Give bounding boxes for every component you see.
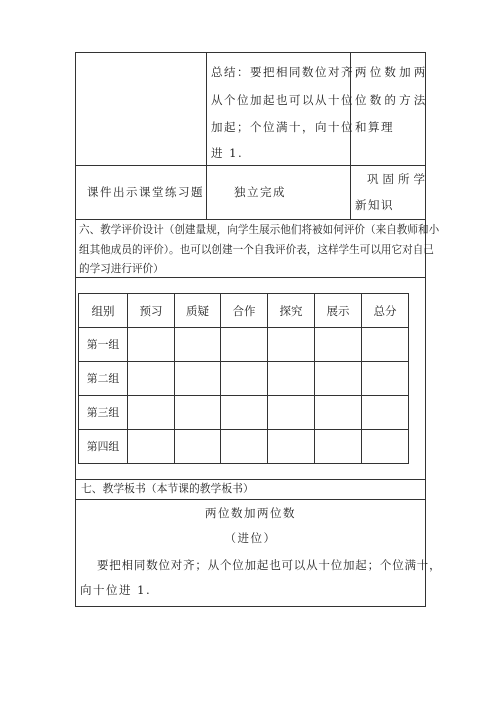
row-divider	[75, 219, 426, 220]
table-header: 质疑	[186, 303, 209, 318]
group-label: 第三组	[86, 406, 120, 419]
table-header: 总分	[373, 303, 397, 318]
design-intent-line: 巩固所学	[367, 172, 429, 186]
summary-line: 进 1.	[211, 146, 244, 160]
group-label: 第四组	[86, 440, 120, 453]
board-title: 两位数加两位数	[205, 506, 296, 520]
table-header: 探究	[279, 303, 303, 318]
row-divider	[75, 277, 426, 278]
teacher-activity: 课件出示课堂练习题	[87, 185, 204, 199]
outer-border-left	[75, 52, 76, 607]
board-body-line: 向十位进 1.	[80, 583, 152, 597]
table-header: 预习	[139, 303, 163, 318]
goal-line: 两位数加两	[355, 65, 429, 79]
table-header: 合作	[232, 303, 256, 318]
student-activity: 独立完成	[234, 185, 286, 199]
group-label: 第二组	[86, 372, 120, 385]
goal-line: 位数的方法	[355, 93, 429, 107]
row-divider	[75, 479, 426, 480]
goal-line: 和算理	[355, 120, 394, 134]
summary-line: 加起；个位满十，向十位	[211, 120, 354, 134]
evaluation-heading-line: 的学习进行评价）	[79, 263, 164, 275]
design-intent-line: 新知识	[355, 198, 394, 212]
row-divider	[75, 165, 426, 166]
outer-border-bottom	[75, 606, 426, 607]
evaluation-heading-line: 六、教学评价设计（创建量规，向学生展示他们将被如何评价（来自教师和小	[79, 224, 440, 236]
board-body-line: 要把相同数位对齐；从个位加起也可以从十位加起；个位满十，	[97, 558, 442, 572]
outer-border-top	[75, 52, 426, 53]
group-label: 第一组	[86, 338, 120, 351]
table-header: 展示	[326, 303, 350, 318]
board-subtitle: （进位）	[224, 531, 277, 545]
table-header: 组别	[91, 303, 115, 318]
summary-line: 从个位加起也可以从十位	[211, 93, 354, 107]
row-divider	[75, 499, 426, 500]
column-divider	[206, 52, 207, 220]
board-heading: 七、教学板书（本节课的教学板书）	[81, 482, 254, 495]
table-line	[408, 293, 409, 464]
summary-line: 总结：要把相同数位对齐；	[211, 65, 367, 79]
outer-border-right	[425, 52, 426, 607]
evaluation-heading-line: 组其他成员的评价）。也可以创建一个自我评价表，这样学生可以用它对自己	[79, 244, 434, 256]
